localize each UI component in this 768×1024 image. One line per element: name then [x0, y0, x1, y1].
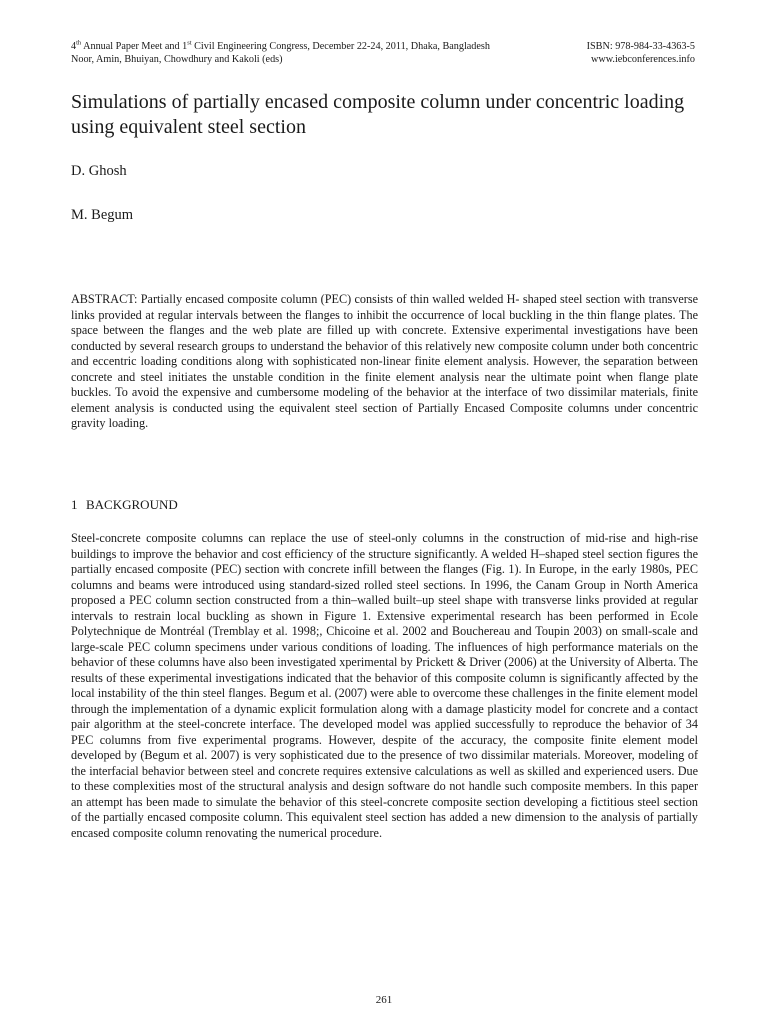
running-header: [71, 40, 695, 66]
website-link[interactable]: www.iebconferences.info: [591, 54, 695, 65]
section-number: 1: [71, 497, 78, 512]
author-2: M. Begum: [71, 207, 134, 223]
isbn: ISBN: 978-984-33-4363-5: [586, 41, 695, 52]
abstract: ABSTRACT: Partially encased composite column (PEC) consists of thin walled welded H- shaped steel section with transverse links provided at regular intervals between the flanges to inhibit the occurrence of local buckling in the thin flange plates. The space between the flanges and the web plate are filled up with concrete. Extensive experimental investigations have been conducted by several research groups to understand the behavior of this relatively new composite column under both concentric and eccentric loading conditions along with sophisticated non-linear finite element analysis. However, the separation between concrete and steel initiates the unstable condition in the finite element analysis near the ultimate point when flange plate buckles. To avoid the expensive and cumbersome modeling of the behavior at the interface of two dissimilar materials, finite element analysis is conducted using the equivalent steel section of Partially Encased Composite columns under concentric gravity loading.: [71, 292, 698, 430]
author-1: D. Ghosh: [71, 163, 127, 179]
section-heading: [71, 497, 178, 513]
section-title: BACKGROUND: [86, 497, 178, 512]
background-paragraph: Steel-concrete composite columns can replace the use of steel-only columns in the construction of mid-rise and high-rise buildings to improve the behavior and cost efficiency of the structure significantly. A welded H–shaped steel section figures the partially encased composite (PEC) section with concrete infill between the flanges (Fig. 1). In Europe, in the early 1980s, PEC columns and beams were introduced using standard-sized rolled steel sections. In 1996, the Canam Group in North America proposed a PEC column section constructed from a thin–walled built–up steel shape with transverse links provided at regular intervals to restrain local buckling as shown in Figure 1. Extensive experimental research has been performed in Ecole Polytechnique de Montréal (Tremblay et al. 1998;, Chicoine et al. 2002 and Bouchereau and Toupin 2003) on small-scale and large-scale PEC column specimens under various conditions of loading. The influences of high performance materials on the behavior of these columns have also been investigated xperimental by Prickett & Driver (2006) at the University of Alberta. The results of these experimental investigations indicated that the behavior of this composite column is significantly affected by the local instability of the thin steel flanges. Begum et al. (2007) were able to overcome these challenges in the finite element model through the implementation of a dynamic explicit formulation along with a damage plasticity model for concrete and a contact pair algorithm at the steel-concrete interface. The developed model was applied successfully to reproduce the behavior of 34 PEC columns from five experimental programs. However, despite of the accuracy, the composite finite element model developed by (Begum et al. 2007) is very sophisticated due to the presence of two dissimilar materials. Moreover, modeling of the interfacial behavior between steel and concrete requires extensive calculations as well as skilled and experienced users. Due to these complexities most of the structural analysis and design software do not handle such composite members. In this paper an attempt has been made to simulate the behavior of this steel-concrete composite section developing a fictitious steel section of the partially encased composite column. This equivalent steel section has added a new dimension to the analysis of partially encased composite column renovating the numerical procedure.: [71, 531, 698, 840]
header-line-1: [71, 40, 695, 53]
conference-name: 4th Annual Paper Meet and 1st Civil Engineering Congress, December 22-24, 2011, Dhaka, Bangladesh: [71, 39, 490, 52]
page-number: 261: [375, 994, 393, 1006]
header-line-2: [71, 53, 695, 66]
paper-title: Simulations of partially encased composite column under concentric loading using equivalent steel section: [71, 91, 685, 138]
editors: Noor, Amin, Bhuiyan, Chowdhury and Kakoli (eds): [71, 54, 283, 65]
